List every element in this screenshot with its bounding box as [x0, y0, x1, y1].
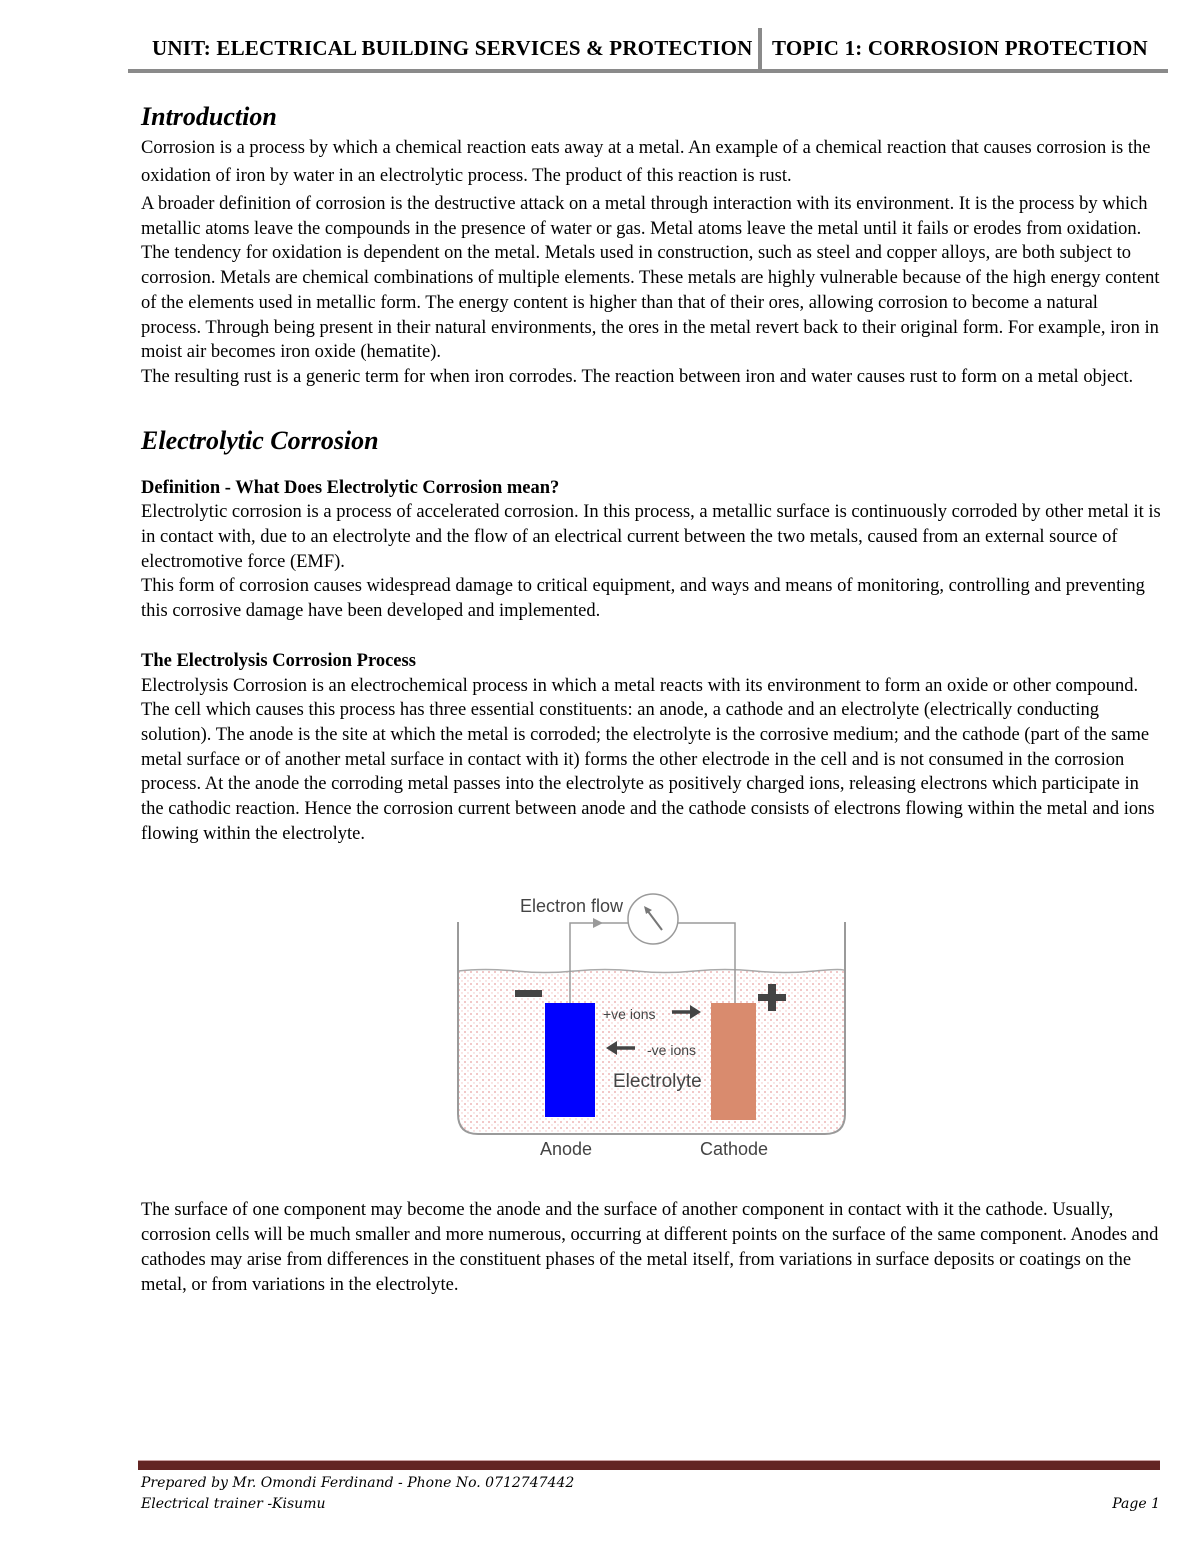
definition-paragraph-1: Electrolytic corrosion is a process of accelerated corrosion. In this process, a metallic surface is continuously corroded by other metal it is in contact with, due to an electrolyte and the flow of an electrical current between the two metals, caused from an external source of electromotive force (EMF). [141, 502, 1161, 572]
page-number: Page 1 [1112, 1496, 1160, 1512]
cathode-label: Cathode [700, 1139, 769, 1160]
negative-ions-label: -ve ions [647, 1042, 697, 1059]
anode-electrode [545, 1003, 595, 1117]
intro-paragraph-3: The tendency for oxidation is dependent on the metal. Metals used in construction, such as steel and copper alloys, are both subject to corrosion. Metals are chemical combinations of multiple elements. These metals are highly vulnerable because of the high energy content of the elements used in metallic form. The energy content is higher than that of their ores, allowing corrosion to become a natural process. Through being present in their natural environments, the ores in the metal revert back to their original form. For example, iron in moist air becomes iron oxide (hematite). [141, 243, 1160, 363]
electrolyte-label: Electrolyte [613, 1071, 702, 1093]
definition-paragraph-2: This form of corrosion causes widespread damage to critical equipment, and ways and means of monitoring, controlling and preventing this corrosive damage have been developed and implemented. [141, 576, 1145, 622]
footer-rule [138, 1460, 1160, 1470]
topic-title: TOPIC 1: CORROSION PROTECTION [772, 36, 1148, 60]
header-divider [758, 28, 762, 72]
electrolytic-cell-diagram [445, 886, 865, 1176]
positive-ions-label: +ve ions [603, 1006, 656, 1023]
intro-paragraph-2: A broader definition of corrosion is the destructive attack on a metal through interaction with its environment. It is the process by which metallic atoms leave the compounds in the presence of water or gas. Metal atoms leave the metal until it fails or erodes from oxidation. [141, 194, 1148, 239]
closing-paragraph: The surface of one component may become the anode and the surface of another component in contact with it the cathode. Usually, corrosion cells will be much smaller and more numerous, occurring at different points on the surface of the same component. Anodes and cathodes may arise from differences in the constituent phases of the metal itself, from variations in surface deposits or coatings on the metal, or from variations in the electrolyte. [141, 1200, 1159, 1295]
definition-heading: Definition - What Does Electrolytic Corrosion mean? [141, 477, 560, 498]
electron-flow-label: Electron flow [520, 896, 624, 917]
introduction-heading: Introduction [141, 102, 277, 131]
diagram-svg [445, 886, 865, 1176]
document-body [141, 100, 1161, 1297]
process-heading: The Electrolysis Corrosion Process [141, 650, 416, 671]
prepared-by: Prepared by Mr. Omondi Ferdinand - Phone No. 0712747442 [141, 1475, 575, 1491]
electrolytic-corrosion-heading: Electrolytic Corrosion [141, 425, 379, 455]
page-header [128, 28, 1168, 74]
header-rule [128, 69, 1168, 73]
electron-flow-arrowhead [593, 918, 603, 928]
page-footer [141, 1473, 1160, 1515]
intro-paragraph-4: The resulting rust is a generic term for when iron corrodes. The reaction between iron and water causes rust to form on a metal object. [141, 366, 1134, 387]
process-paragraph: Electrolysis Corrosion is an electrochemical process in which a metal reacts with its environment to form an oxide or other compound. The cell which causes this process has three essential constituents: an anode, a cathode and an electrolyte (electrically conducting solution). The anode is the site at which the metal is corroded; the electrolyte is the corrosive medium; and the cathode (part of the same metal surface or of another metal surface in contact with it) forms the other electrode in the cell and is not consumed in the corrosion process. At the anode the corroding metal passes into the electrolyte as positively charged ions, releasing electrons which participate in the cathodic reaction. Hence the corrosion current between anode and the cathode consists of electrons flowing within the metal and ions flowing within the electrolyte. [141, 675, 1155, 844]
minus-sign-icon [515, 990, 542, 997]
cathode-electrode [711, 1003, 756, 1120]
trainer-role: Electrical trainer -Kisumu [141, 1496, 326, 1512]
anode-label: Anode [540, 1139, 593, 1160]
unit-title: UNIT: ELECTRICAL BUILDING SERVICES & PROTECTION [152, 36, 753, 60]
intro-paragraph-1: Corrosion is a process by which a chemical reaction eats away at a metal. An example of a chemical reaction that causes corrosion is the oxidation of iron by water in an electrolytic process. The product of this reaction is rust. [141, 138, 1151, 186]
